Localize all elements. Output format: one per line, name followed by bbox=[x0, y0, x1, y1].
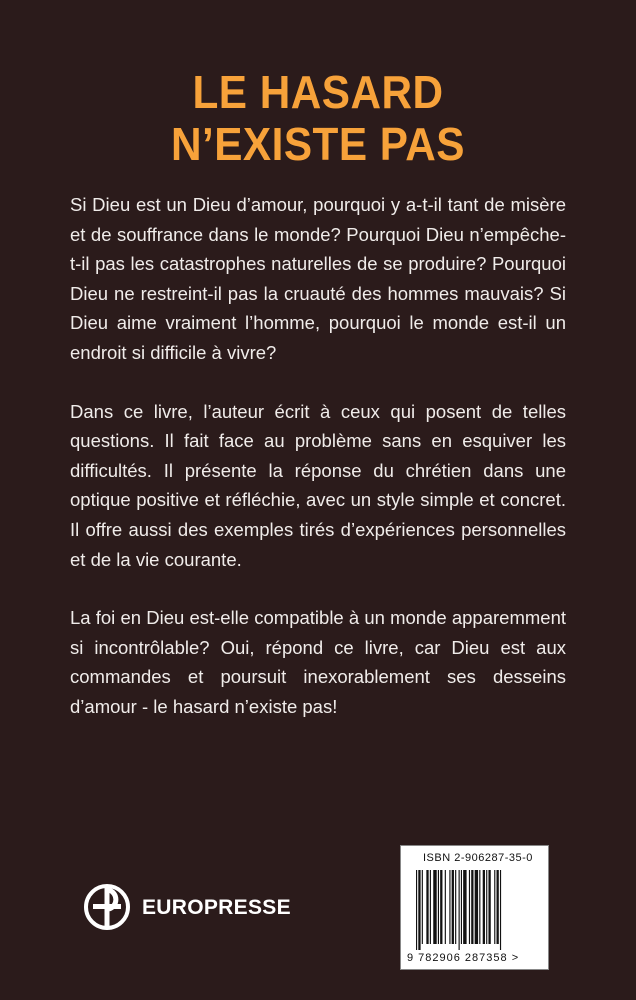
book-title-line-1: LE HASARD bbox=[192, 66, 444, 118]
blurb-paragraph-2: Dans ce livre, l’auteur écrit à ceux qui posent de telles questions. Il fait face au problème sans en esquiver les difficultés. Il présente la réponse du chrétien dans une optique positive et réfléchie, avec un style simple et concret. Il offre aussi des exemples tirés d’expériences personnelles et de la vie courante. bbox=[70, 400, 566, 570]
isbn-label: ISBN 2-906287-35-0 bbox=[423, 852, 533, 864]
book-title-line-2: N’EXISTE PAS bbox=[171, 118, 465, 170]
isbn-barcode-box bbox=[400, 845, 549, 970]
blurb bbox=[70, 190, 566, 751]
publisher-name: EUROPRESSE bbox=[142, 896, 291, 919]
blurb-paragraph-1: Si Dieu est un Dieu d’amour, pourquoi y a-t-il tant de misère et de souffrance dans le monde? Pourquoi Dieu n’empêche-t-il pas les catastrophes naturelles de se produire? Pourquoi Dieu ne restreint-il pas la cruauté des hommes mauvais? Si Dieu aime vraiment l’homme, pourquoi le monde est-il un endroit si difficile à vivre? bbox=[70, 194, 566, 363]
ep-logo-icon bbox=[83, 883, 131, 931]
book-title bbox=[25, 66, 610, 170]
ean-number: 9 782906 287358 > bbox=[407, 952, 520, 964]
barcode-icon bbox=[416, 870, 534, 950]
blurb-paragraph-3: La foi en Dieu est-elle compatible à un monde apparemment si incontrôlable? Oui, répond ce livre, car Dieu est aux commandes et poursuit inexorablement ses desseins d’amour - le hasard n’existe pas! bbox=[70, 607, 566, 717]
